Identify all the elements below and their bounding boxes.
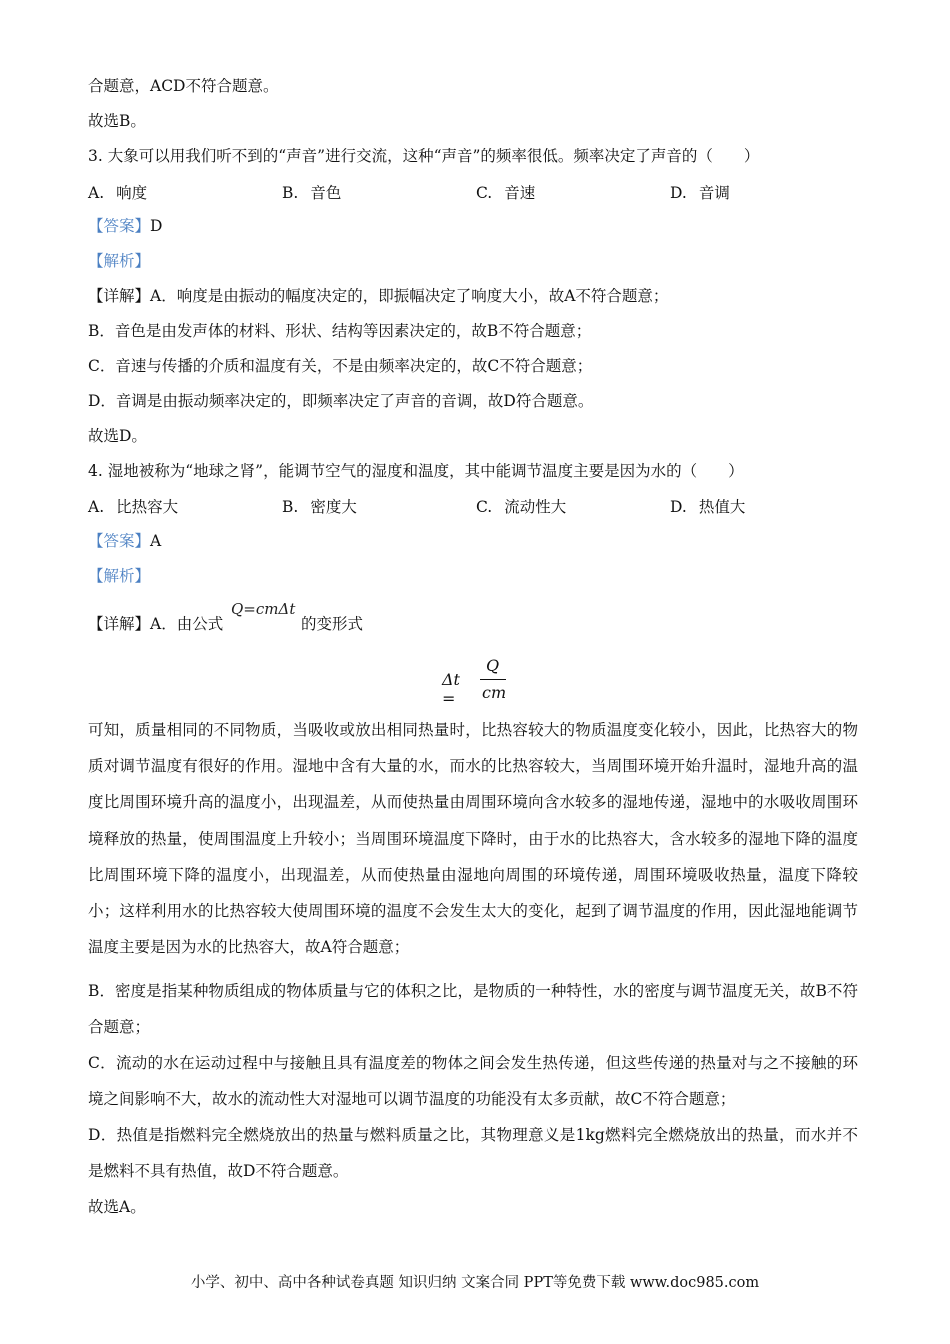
- option-b: B. 音色: [282, 184, 342, 202]
- text-line: D．音调是由振动频率决定的，即频率决定了声音的音调，故D符合题意。: [88, 392, 594, 410]
- text-line: 故选A。: [88, 1198, 146, 1216]
- option-d: D. 音调: [670, 184, 730, 202]
- explanation-paragraph: D．热值是指燃料完全燃烧放出的热量与燃料质量之比，其物理意义是1kg燃料完全燃烧放出的热量，而水并不是燃料不具有热值，故D不符合题意。: [88, 1126, 858, 1181]
- option-c: C. 音速: [476, 184, 536, 202]
- answer-line: 【答案】D: [88, 217, 163, 235]
- formula-denominator: cm: [482, 683, 507, 702]
- text-line: 【详解】A．响度是由振动的幅度决定的，即振幅决定了响度大小，故A不符合题意；: [88, 287, 669, 305]
- analysis-label: 【解析】: [88, 252, 151, 270]
- text-line: 故选D。: [88, 427, 147, 445]
- text-line: 【详解】A．由公式: [88, 615, 224, 633]
- option-d: D. 热值大: [670, 498, 746, 516]
- text-line: 故选B。: [88, 112, 146, 130]
- option-a: A. 比热容大: [88, 498, 179, 516]
- text-line: C．音速与传播的介质和温度有关，不是由频率决定的，故C不符合题意；: [88, 357, 593, 375]
- explanation-paragraph: B．密度是指某种物质组成的物体质量与它的体积之比，是物质的一种特性，水的密度与调节温度无关，故B不符合题意；: [88, 982, 858, 1037]
- page-footer: 小学、初中、高中各种试卷真题 知识归纳 文案合同 PPT等免费下载 www.doc985.com: [190, 1275, 760, 1291]
- option-c: C. 流动性大: [476, 498, 567, 516]
- text-line: B．音色是由发声体的材料、形状、结构等因素决定的，故B不符合题意；: [88, 322, 592, 340]
- formula-numerator: Q: [486, 656, 500, 675]
- answer-line: 【答案】A: [88, 532, 162, 550]
- text-line: 的变形式: [301, 615, 364, 633]
- fraction-bar: [480, 679, 506, 680]
- text-line: 合题意，ACD不符合题意。: [88, 77, 279, 95]
- question-3: 3. 大象可以用我们听不到的“声音”进行交流，这种“声音”的频率很低。频率决定了声音的（ ）: [88, 147, 760, 165]
- formula-lhs: Δt =: [442, 670, 460, 708]
- formula-inline: Q=cmΔt: [231, 600, 296, 618]
- option-b: B. 密度大: [282, 498, 357, 516]
- analysis-label: 【解析】: [88, 567, 151, 585]
- option-a: A. 响度: [88, 184, 148, 202]
- explanation-paragraph: 可知，质量相同的不同物质，当吸收或放出相同热量时，比热容较大的物质温度变化较小，因此，比热容大的物质对调节温度有很好的作用。湿地中含有大量的水，而水的比热容较大，当周围环境开始升温时，湿地升高的温度比周围环境升高的温度小，出现温差，从而使热量由周围环境向含水较多的湿地传递，湿地中的水吸收周围环境释放的热量，使周围温度上升较小；当周围环境温度下降时，由于水的比热容大，含水较多的湿地下降的温度比周围环境下降的温度小，出现温差，从而使热量由湿地向周围的环境传递，周围环境吸收热量，温度下降较小；这样利用水的比热容较大使周围环境的温度不会发生太大的变化，起到了调节温度的作用，因此湿地能调节温度主要是因为水的比热容大，故A符合题意；: [88, 721, 858, 957]
- question-4: 4. 湿地被称为“地球之肾”，能调节空气的湿度和温度，其中能调节温度主要是因为水的（ ）: [88, 462, 744, 480]
- explanation-paragraph: C．流动的水在运动过程中与接触且具有温度差的物体之间会发生热传递，但这些传递的热量对与之不接触的环境之间影响不大，故水的流动性大对湿地可以调节温度的功能没有太多贡献，故C不符合题意；: [88, 1054, 858, 1109]
